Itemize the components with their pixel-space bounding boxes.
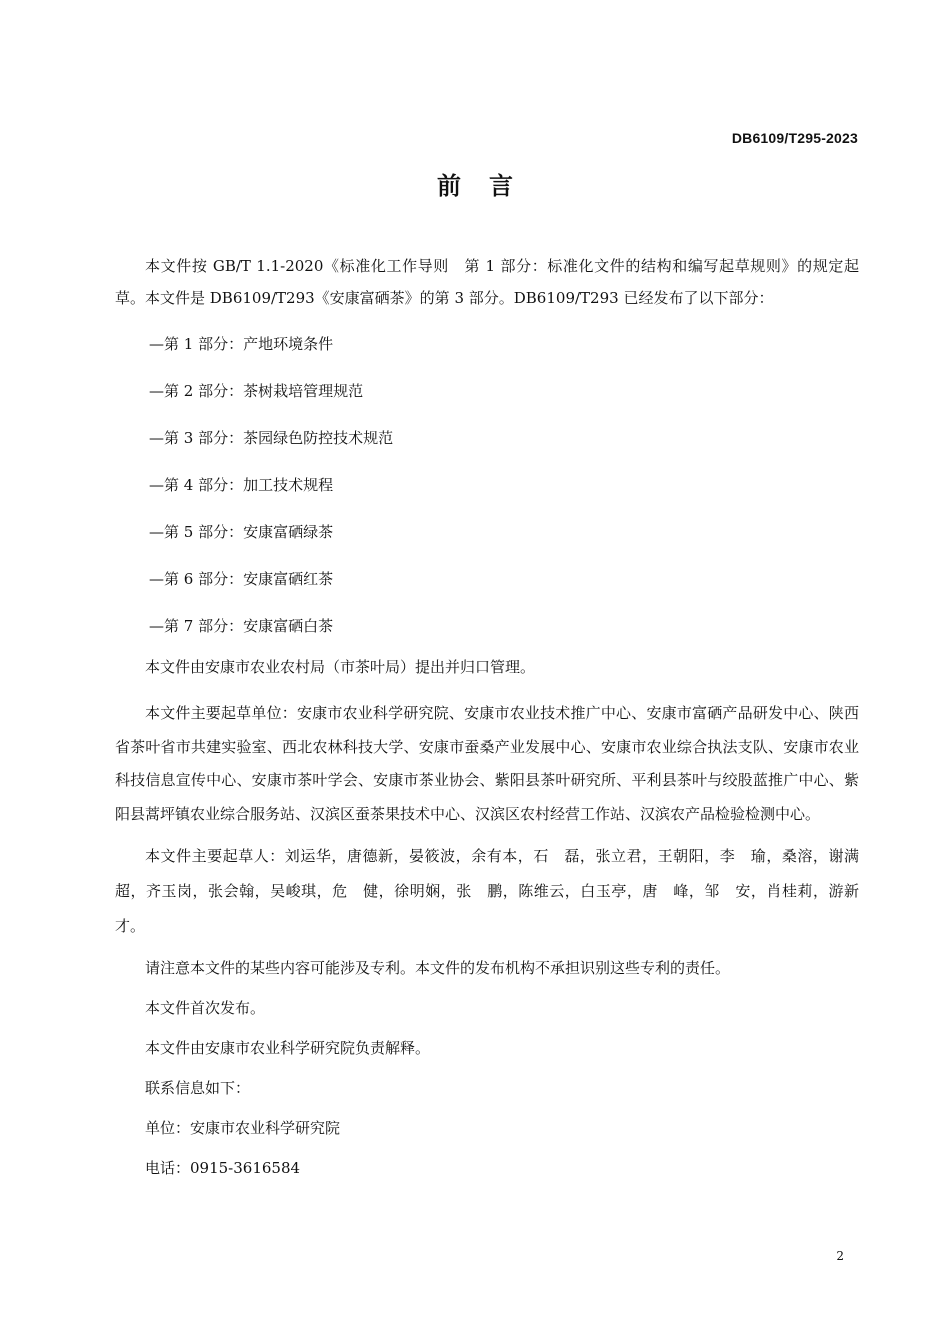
list-item: —第 6 部分：安康富硒红茶	[149, 570, 334, 588]
list-item: —第 5 部分：安康富硒绿茶	[149, 523, 334, 541]
list-item: —第 1 部分：产地环境条件	[149, 335, 334, 353]
parts-list	[115, 328, 859, 657]
first-release-paragraph: 本文件首次发布。	[145, 999, 266, 1017]
drafting-units-paragraph: 本文件主要起草单位：安康市农业科学研究院、安康市农业技术推广中心、安康市富硒产品研发中心、陕西省茶叶省市共建实验室、西北农林科技大学、安康市蚕桑产业发展中心、安康市农业综合执法支队、安康市农业科技信息宣传中心、安康市茶叶学会、安康市茶业协会、紫阳县茶叶研究所、平利县茶叶与绞股蓝推广中心、紫阳县蒿坪镇农业综合服务站、汉滨区蚕茶果技术中心、汉滨区农村经营工作站、汉滨农产品检验检测中心。	[115, 704, 859, 823]
patent-notice-paragraph: 请注意本文件的某些内容可能涉及专利。本文件的发布机构不承担识别这些专利的责任。	[145, 959, 731, 977]
interpretation-paragraph: 本文件由安康市农业科学研究院负责解释。	[145, 1039, 431, 1057]
page-title: 前言	[437, 172, 541, 200]
proposed-by-paragraph: 本文件由安康市农业农村局（市茶叶局）提出并归口管理。	[145, 658, 536, 676]
intro-paragraph: 本文件按 GB/T 1.1-2020《标准化工作导则 第 1 部分：标准化文件的结构和编写起草规则》的规定起草。本文件是 DB6109/T293《安康富硒茶》的第 3 部分。DB6109/T293 已经发布了以下部分：	[115, 257, 859, 307]
contact-phone: 电话：0915-3616584	[145, 1159, 301, 1177]
page-number: 2	[836, 1249, 844, 1263]
foreword-content	[115, 250, 859, 1184]
list-item: —第 2 部分：茶树栽培管理规范	[149, 382, 364, 400]
contact-heading: 联系信息如下：	[145, 1079, 251, 1097]
list-item: —第 3 部分：茶园绿色防控技术规范	[149, 429, 394, 447]
list-item: —第 4 部分：加工技术规程	[149, 476, 334, 494]
drafters-paragraph: 本文件主要起草人：刘运华，唐德新，晏筱波，余有本，石 磊，张立君，王朝阳，李 瑜，桑溶，谢满超，齐玉岗，张会翰，吴峻琪，危 健，徐明娴，张 鹏，陈维云，白玉亭，唐 峰，邹 安，肖桂莉，游新才。	[115, 847, 859, 935]
list-item: —第 7 部分：安康富硒白茶	[149, 617, 334, 635]
contact-unit: 单位：安康市农业科学研究院	[145, 1119, 341, 1137]
document-code: DB6109/T295-2023	[731, 130, 858, 146]
